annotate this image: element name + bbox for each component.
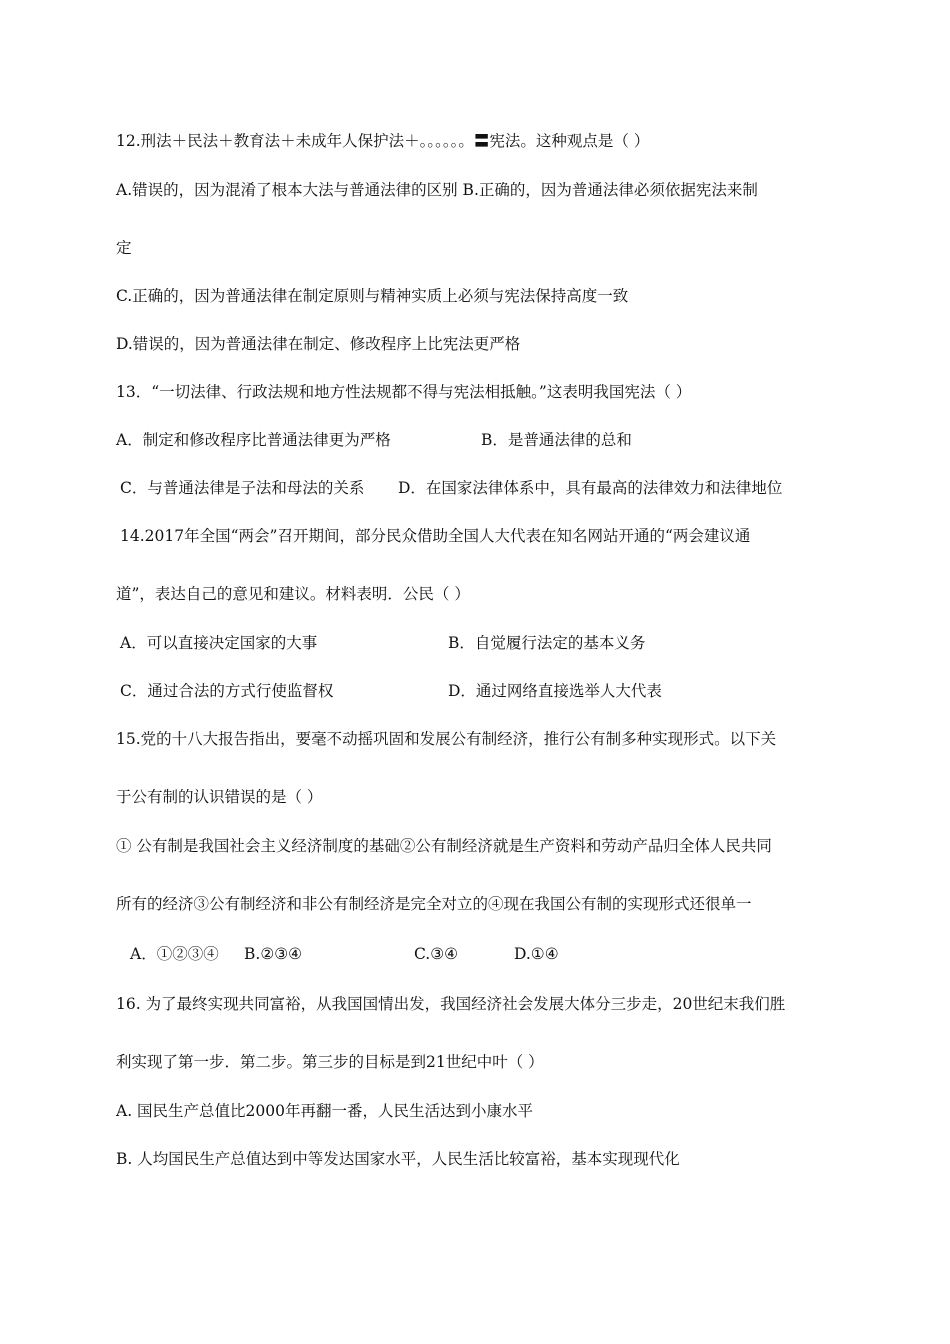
q14-option-a: A．可以直接决定国家的大事	[120, 634, 318, 652]
q12-option-b-continuation: 定	[116, 239, 132, 257]
q12-stem: 12.刑法＋民法＋教育法＋未成年人保护法＋。。。。。。〓宪法。这种观点是（ ）	[116, 132, 650, 150]
q16-option-b: B. 人均国民生产总值达到中等发达国家水平，人民生活比较富裕，基本实现现代化	[116, 1150, 680, 1168]
q13-option-c: C．与普通法律是子法和母法的关系	[120, 479, 365, 497]
q14-option-b: B．自觉履行法定的基本义务	[448, 634, 646, 652]
q15-stem-line-2: 于公有制的认识错误的是（ ）	[116, 788, 323, 806]
q15-option-d: D.①④	[514, 945, 559, 963]
q14-stem-line-2: 道”，表达自己的意见和建议。材料表明．公民（ ）	[116, 585, 470, 603]
q15-option-a: A．①②③④	[130, 945, 219, 963]
q13-stem: 13．“一切法律、行政法规和地方性法规都不得与宪法相抵触。”这表明我国宪法（ ）	[116, 383, 692, 401]
q13-option-d: D．在国家法律体系中，具有最高的法律效力和法律地位	[398, 479, 783, 497]
q12-option-d: D.错误的，因为普通法律在制定、修改程序上比宪法更严格	[116, 335, 521, 353]
q16-stem-line-2: 利实现了第一步．第二步。第三步的目标是到21世纪中叶（ ）	[116, 1053, 544, 1071]
q15-option-b: B.②③④	[244, 945, 303, 963]
q14-option-c: C．通过合法的方式行使监督权	[120, 682, 334, 700]
q15-option-c: C.③④	[414, 945, 459, 963]
q12-option-a-b: A.错误的，因为混淆了根本大法与普通法律的区别 B.正确的，因为普通法律必须依据宪法来制	[116, 181, 758, 199]
q16-stem-line-1: 16. 为了最终实现共同富裕，从我国国情出发，我国经济社会发展大体分三步走，20世纪末我们胜	[116, 995, 786, 1013]
q16-option-a: A. 国民生产总值比2000年再翻一番，人民生活达到小康水平	[116, 1102, 533, 1120]
q15-statements-line-2: 所有的经济③公有制经济和非公有制经济是完全对立的④现在我国公有制的实现形式还很单一	[116, 895, 752, 913]
q13-option-b: B．是普通法律的总和	[481, 431, 632, 449]
q15-statements-line-1: ① 公有制是我国社会主义经济制度的基础②公有制经济就是生产资料和劳动产品归全体人民共同	[116, 837, 772, 855]
q13-option-a: A．制定和修改程序比普通法律更为严格	[116, 431, 391, 449]
q12-option-c: C.正确的，因为普通法律在制定原则与精神实质上必须与宪法保持高度一致	[116, 287, 629, 305]
q14-stem-line-1: 14.2017年全国“两会”召开期间，部分民众借助全国人大代表在知名网站开通的“两会建议通	[120, 527, 751, 545]
q15-stem-line-1: 15.党的十八大报告指出，要毫不动摇巩固和发展公有制经济，推行公有制多种实现形式。以下关	[116, 730, 777, 748]
q14-option-d: D．通过网络直接选举人大代表	[448, 682, 662, 700]
